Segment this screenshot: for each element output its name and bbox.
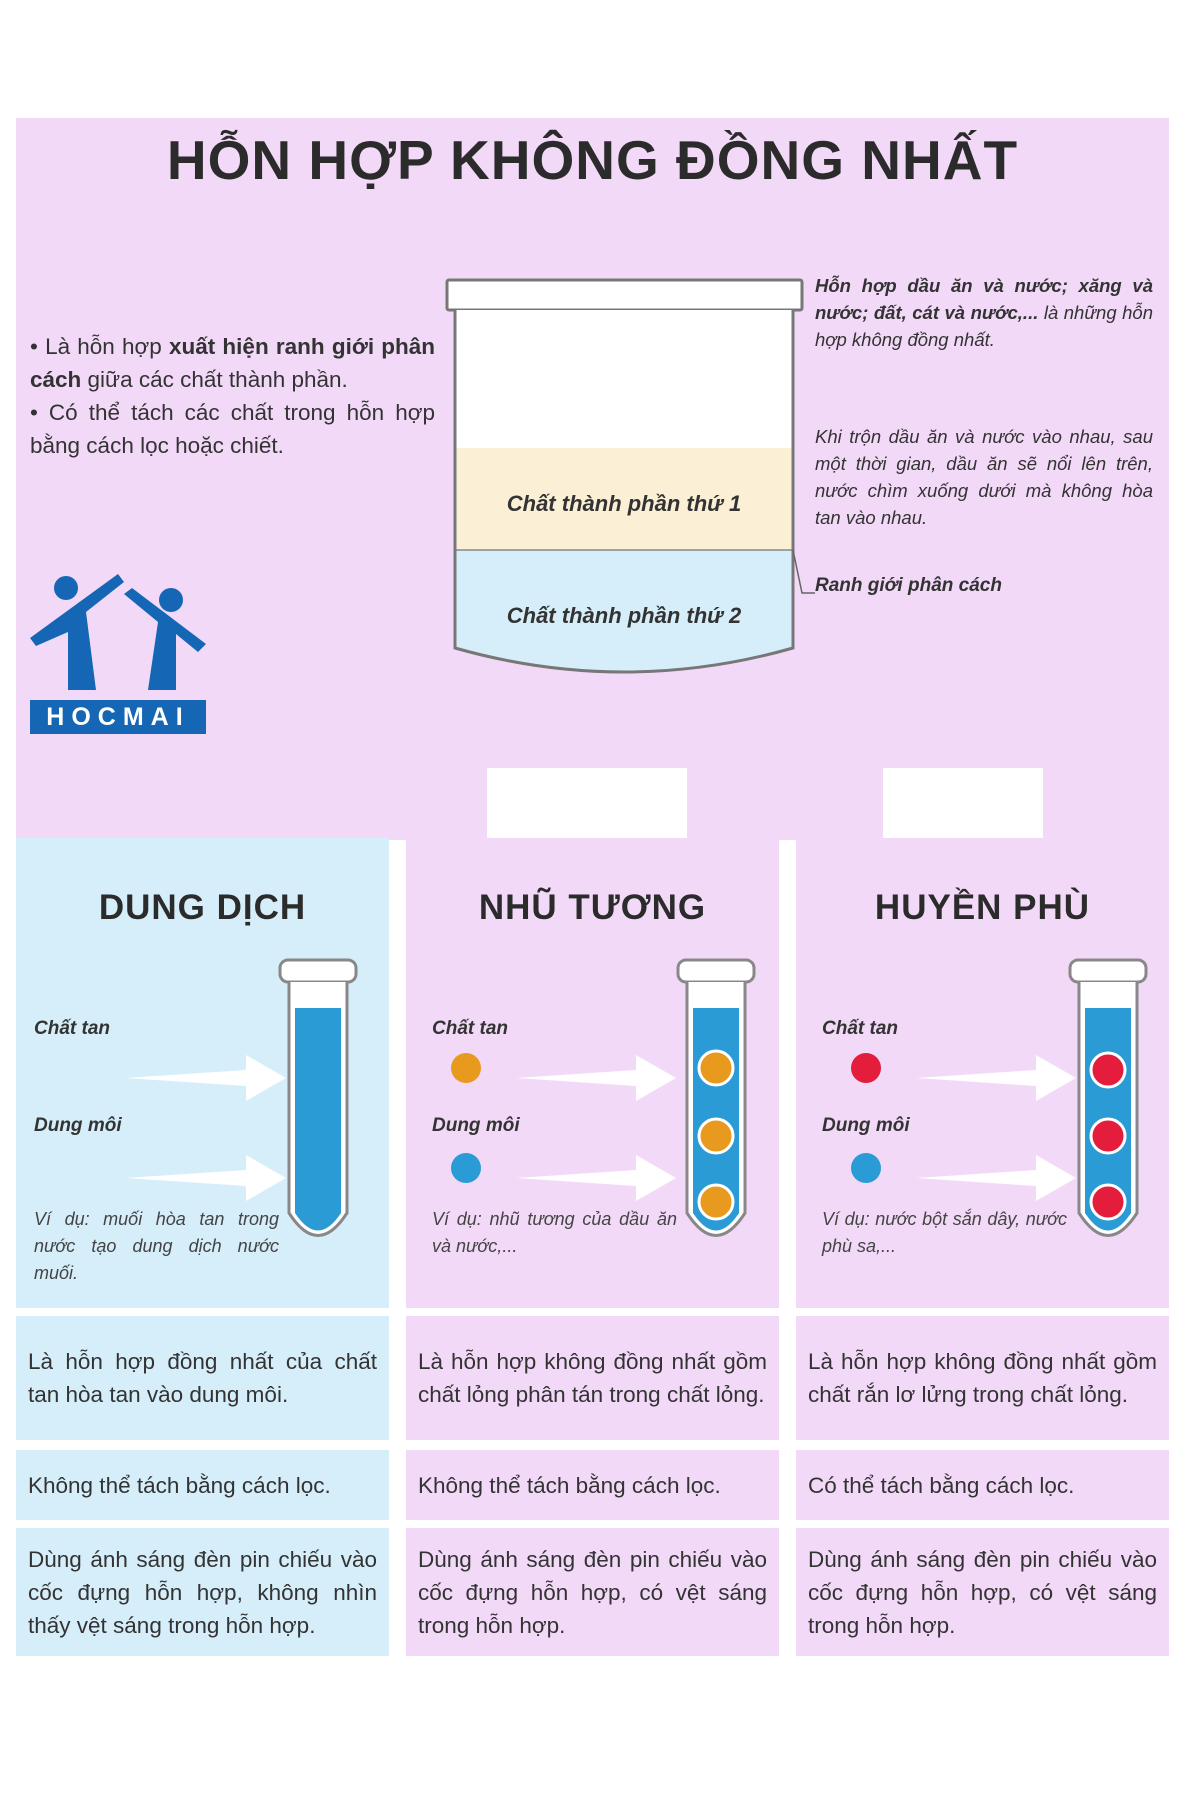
example-text: Ví dụ: nhũ tương của dầu ăn và nước,... bbox=[432, 1209, 677, 1256]
logo-text: HOCMAI bbox=[30, 700, 206, 734]
light-cell: Dùng ánh sáng đèn pin chiếu vào cốc đựng hỗn hợp, có vệt sáng trong hỗn hợp. bbox=[406, 1528, 779, 1656]
layer-1-label: Chất thành phần thứ 1 bbox=[506, 491, 742, 516]
connector-gap bbox=[487, 768, 687, 840]
solute-label: Chất tan bbox=[432, 1018, 508, 1039]
blue-drop-icon bbox=[451, 1153, 481, 1183]
column-title: DUNG DỊCH bbox=[98, 888, 307, 927]
arrows-icon bbox=[126, 1053, 296, 1223]
test-tube-icon bbox=[676, 958, 766, 1258]
definition-cell: Là hỗn hợp không đồng nhất gồm chất rắn lơ lửng trong chất lỏng. bbox=[796, 1316, 1169, 1440]
boundary-label: Ranh giới phân cách bbox=[815, 575, 1002, 596]
column-title: NHŨ TƯƠNG bbox=[478, 888, 707, 927]
filter-cell: Có thể tách bằng cách lọc. bbox=[796, 1450, 1169, 1520]
filter-cell: Không thể tách bằng cách lọc. bbox=[406, 1450, 779, 1520]
arrows-icon bbox=[516, 1053, 686, 1223]
example-text: Ví dụ: muối hòa tan trong nước tạo dung dịch nước muối. bbox=[34, 1209, 279, 1283]
test-tube-icon bbox=[1068, 958, 1158, 1258]
red-particle-icon bbox=[851, 1053, 881, 1083]
blue-drop-icon bbox=[851, 1153, 881, 1183]
beaker-rim bbox=[447, 280, 802, 310]
arrows-icon bbox=[916, 1053, 1086, 1223]
intro-text bbox=[30, 330, 435, 462]
page-title: HỖN HỢP KHÔNG ĐỒNG NHẤT bbox=[166, 129, 1019, 191]
test-tube-icon bbox=[278, 958, 368, 1258]
example-note: Hỗn hợp dầu ăn và nước; xăng và nước; đất, cát và nước,... là những hỗn hợp không đồng nhất. bbox=[815, 275, 1153, 350]
solvent-label: Dung môi bbox=[34, 1115, 122, 1136]
light-cell: Dùng ánh sáng đèn pin chiếu vào cốc đựng hỗn hợp, có vệt sáng trong hỗn hợp. bbox=[796, 1528, 1169, 1656]
explanation-note: Khi trộn dầu ăn và nước vào nhau, sau một thời gian, dầu ăn sẽ nổi lên trên, nước chìm xuống dưới mà không hòa tan vào nhau. bbox=[815, 426, 1153, 528]
connector-gap bbox=[883, 768, 1043, 840]
beaker-empty-space bbox=[455, 310, 793, 468]
example-text: Ví dụ: nước bột sắn dây, nước phù sa,... bbox=[822, 1209, 1067, 1256]
light-cell: Dùng ánh sáng đèn pin chiếu vào cốc đựng hỗn hợp, không nhìn thấy vệt sáng trong hỗn hợp. bbox=[16, 1528, 389, 1656]
solute-label: Chất tan bbox=[822, 1018, 898, 1039]
solvent-label: Dung môi bbox=[432, 1115, 520, 1136]
orange-drop-icon bbox=[451, 1053, 481, 1083]
intro-point-2: • Có thể tách các chất trong hỗn hợp bằng cách lọc hoặc chiết. bbox=[30, 400, 435, 458]
column-title: HUYỀN PHÙ bbox=[874, 888, 1091, 927]
solute-label: Chất tan bbox=[34, 1018, 110, 1039]
definition-cell: Là hỗn hợp đồng nhất của chất tan hòa tan vào dung môi. bbox=[16, 1316, 389, 1440]
boundary-pointer bbox=[793, 550, 815, 593]
beaker-diagram bbox=[440, 278, 815, 678]
intro-point-1: • Là hỗn hợp xuất hiện ranh giới phân cách giữa các chất thành phần. bbox=[30, 334, 435, 392]
filter-cell: Không thể tách bằng cách lọc. bbox=[16, 1450, 389, 1520]
layer-2-label: Chất thành phần thứ 2 bbox=[506, 603, 742, 628]
definition-cell: Là hỗn hợp không đồng nhất gồm chất lỏng phân tán trong chất lỏng. bbox=[406, 1316, 779, 1440]
solvent-label: Dung môi bbox=[822, 1115, 910, 1136]
